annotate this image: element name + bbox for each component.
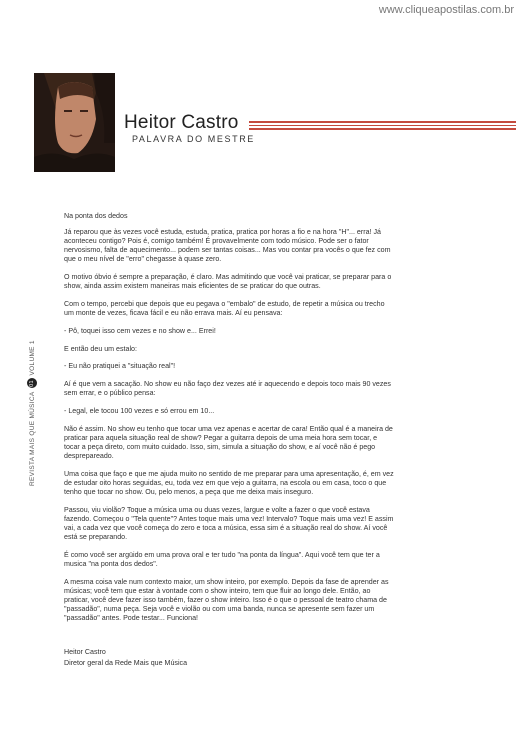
- article-paragraph: Passou, viu violão? Toque a música uma ou duas vezes, largue e volte a fazer o que você estava fazendo. Começou o "Tela quente"? Antes toque mais uma vez! Intervalo? Toque mais uma vez! E assim vai, a cada vez que você começa do zero e toca a música, essa sim é a situação real do show. Aí você está se preparando.: [64, 505, 394, 542]
- decorative-stripes: [249, 121, 516, 132]
- signature-name: Heitor Castro: [64, 648, 106, 656]
- author-photo: [34, 73, 115, 172]
- volume-label: VOLUME 1: [28, 340, 36, 376]
- article-title: Na ponta dos dedos: [64, 212, 128, 220]
- article-paragraph: Aí é que vem a sacação. No show eu não faço dez vezes até ir aquecendo e depois toco mais 90 vezes sem errar, e o público pensa:: [64, 380, 391, 398]
- side-label: [27, 340, 37, 486]
- article-paragraph: É como você ser argüido em uma prova oral e ter tudo "na ponta da língua". Aqui você tem que ter a musica "na ponta dos dedos".: [64, 551, 380, 569]
- article-paragraph: - Pô, toquei isso cem vezes e no show e... Errei!: [64, 326, 216, 335]
- article-paragraph: Já reparou que às vezes você estuda, estuda, pratica, pratica por horas a fio e na hora "H"... erra! Já aconteceu contigo? Pois é, comigo também! É provavelmente com todo músico. Pode ser o fator nervosismo, falta de aquecimento... podem ser tantas coisas... Mas vou contar pra vocês o que fez com que o meu nível de "erro" chegasse à quase zero.: [64, 228, 391, 264]
- stripe: [249, 128, 516, 130]
- magazine-name: REVISTA MAIS QUE MÚSICA: [28, 391, 36, 486]
- column-name: PALAVRA DO MESTRE: [132, 134, 255, 144]
- title-block: [124, 112, 255, 144]
- stripe: [249, 121, 516, 123]
- signature-role: Diretor geral da Rede Mais que Música: [64, 658, 188, 667]
- article-body: [64, 212, 394, 632]
- stripe: [249, 125, 516, 127]
- issue-badge: 01: [29, 380, 35, 387]
- article-paragraph: Com o tempo, percebi que depois que eu pegava o "embalo" de estudo, de repetir a música ou trecho um monte de vezes, ficava fácil e eu não errava mais. Aí eu pensava:: [64, 300, 385, 318]
- article-paragraph: Não é assim. No show eu tenho que tocar uma vez apenas e acertar de cara! Então qual é a maneira de praticar para aquela situação real de show? Pegar a guitarra depois de uma meia hora sem tocar, e tocar a peça direto, com muito cuidado. Isso, sim, simula a situação do show, e aí você não é pego desprepareado.: [64, 424, 393, 461]
- article-paragraph: - Legal, ele tocou 100 vezes e só errou em 10...: [64, 407, 215, 416]
- article-paragraph: E então deu um estalo:: [64, 344, 137, 353]
- author-portrait-image: [34, 73, 115, 172]
- article-paragraph: Uma coisa que faço e que me ajuda muito no sentido de me preparar para uma apresentação, é, em vez de estudar oito horas seguidas, eu, toda vez em que vejo a guitarra, na escola ou em casa, toco o que tenho que tocar no show. Ou, pelo menos, a peça que me deixa mais inseguro.: [64, 469, 394, 497]
- signature: [64, 647, 187, 668]
- author-name: Heitor Castro: [124, 112, 239, 133]
- article-paragraph: A mesma coisa vale num contexto maior, um show inteiro, por exemplo. Depois da fase de aprender as músicas; você tem que estar à vontade com o show inteiro, tem que fluir ao longo dele. Então, ao praticar, você deve fazer isso também, fazer o show inteiro. Isso é o que o pessoal de teatro chama de "passadão", numa peça. Seja você e violão ou com uma banda, nunca se apresente sem fazer um "passadão" antes. Pode testar... Funciona!: [64, 577, 389, 623]
- article-paragraph: - Eu não pratiquei a "situação real"!: [64, 362, 176, 371]
- watermark: www.cliqueapostilas.com.br: [378, 4, 514, 16]
- article-paragraph: O motivo óbvio é sempre a preparação, é claro. Mas admitindo que você vai praticar, se preparar para o show, ainda assim existem maneiras mais eficientes de se praticar do que outras.: [64, 273, 392, 291]
